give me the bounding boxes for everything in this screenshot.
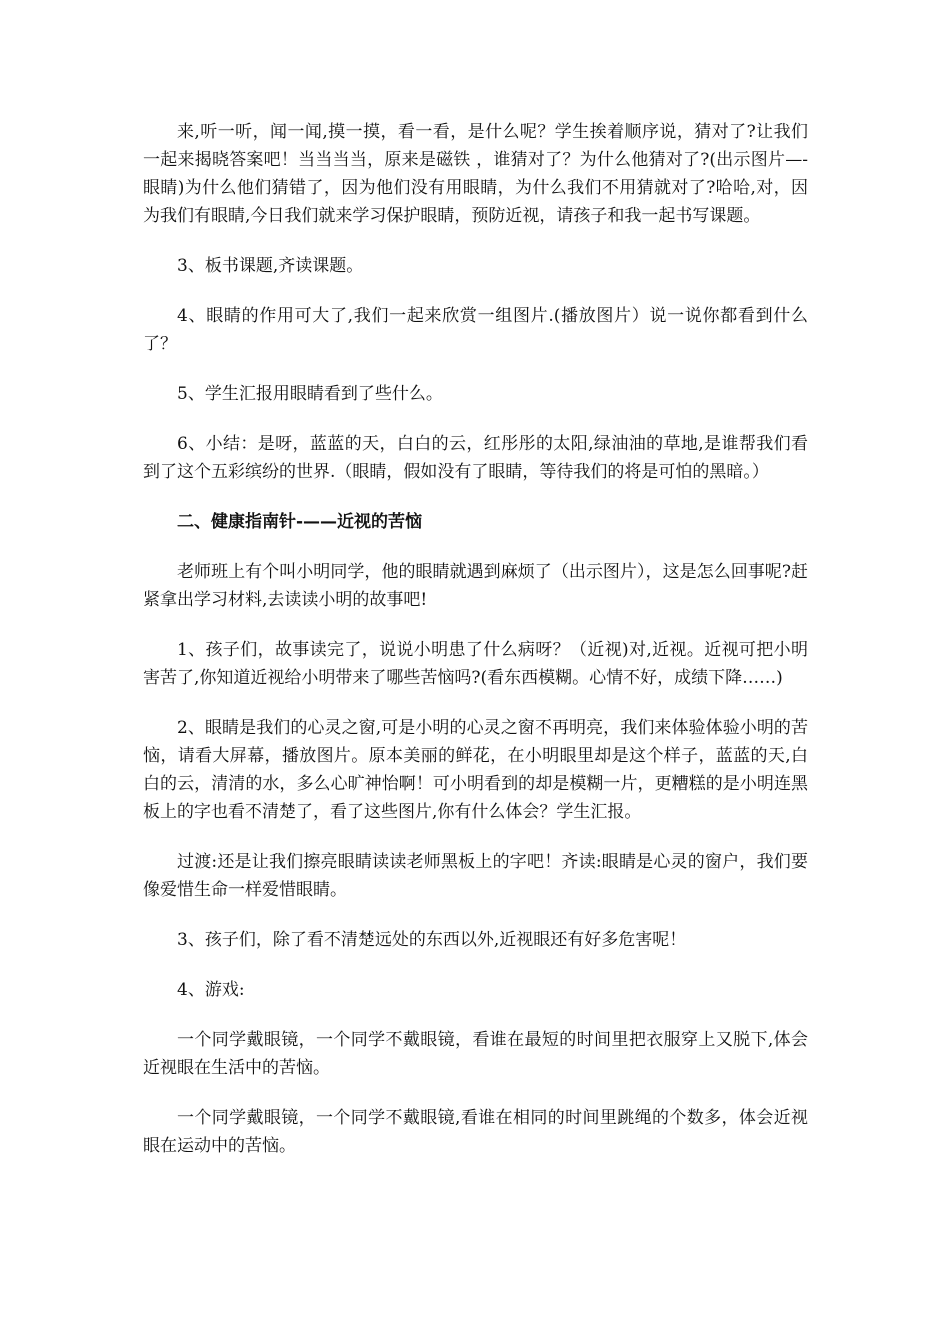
document-body: [143, 118, 808, 1182]
paragraph-item-4: 4、游戏:: [177, 980, 245, 1000]
section-heading: 二、健康指南针-——近视的苦恼: [177, 512, 423, 532]
paragraph-item-2: 2、眼睛是我们的心灵之窗,可是小明的心灵之窗不再明亮，我们来体验体验小明的苦恼，请看大屏幕，播放图片。原本美丽的鲜花，在小明眼里却是这个样子，蓝蓝的天,白白的云，清清的水，多么心旷神怡啊！可小明看到的却是模糊一片，更糟糕的是小明连黑板上的字也看不清楚了，看了这些图片,你有什么体会？学生汇报。: [143, 718, 808, 822]
paragraph-transition: 过渡:还是让我们擦亮眼睛读读老师黑板上的字吧！齐读:眼睛是心灵的窗户，我们要像爱惜生命一样爱惜眼睛。: [143, 852, 808, 900]
paragraph-item-1: 1、孩子们，故事读完了，说说小明患了什么病呀？（近视)对,近视。近视可把小明害苦了,你知道近视给小明带来了哪些苦恼吗?(看东西模糊。心情不好，成绩下降……): [143, 640, 808, 688]
paragraph-step-5: 5、学生汇报用眼睛看到了些什么。: [177, 384, 443, 404]
paragraph-game-1: 一个同学戴眼镜，一个同学不戴眼镜，看谁在最短的时间里把衣服穿上又脱下,体会近视眼在生活中的苦恼。: [143, 1030, 808, 1078]
paragraph-game-2: 一个同学戴眼镜，一个同学不戴眼镜,看谁在相同的时间里跳绳的个数多，体会近视眼在运动中的苦恼。: [143, 1108, 808, 1156]
paragraph-step-3: 3、板书课题,齐读课题。: [177, 256, 364, 276]
paragraph-summary: 6、小结：是呀，蓝蓝的天，白白的云，红彤彤的太阳,绿油油的草地,是谁帮我们看到了这个五彩缤纷的世界.（眼睛，假如没有了眼睛，等待我们的将是可怕的黑暗。）: [143, 434, 808, 482]
paragraph-story-intro: 老师班上有个叫小明同学，他的眼睛就遇到麻烦了（出示图片），这是怎么回事呢?赶紧拿出学习材料,去读读小明的故事吧!: [143, 562, 808, 610]
paragraph-step-4: 4、眼睛的作用可大了,我们一起来欣赏一组图片.(播放图片）说一说你都看到什么了？: [143, 306, 808, 354]
paragraph-intro: 来,听一听，闻一闻,摸一摸，看一看，是什么呢？学生挨着顺序说，猜对了?让我们一起来揭晓答案吧！当当当当，原来是磁铁 ，谁猜对了？为什么他猜对了?(出示图片—-眼睛)为什么他们猜错了，因为他们没有用眼睛，为什么我们不用猜就对了?哈哈,对，因为我们有眼睛,今日我们就来学习保护眼睛，预防近视，请孩子和我一起书写课题。: [143, 122, 808, 226]
paragraph-item-3: 3、孩子们，除了看不清楚远处的东西以外,近视眼还有好多危害呢！: [177, 930, 687, 950]
